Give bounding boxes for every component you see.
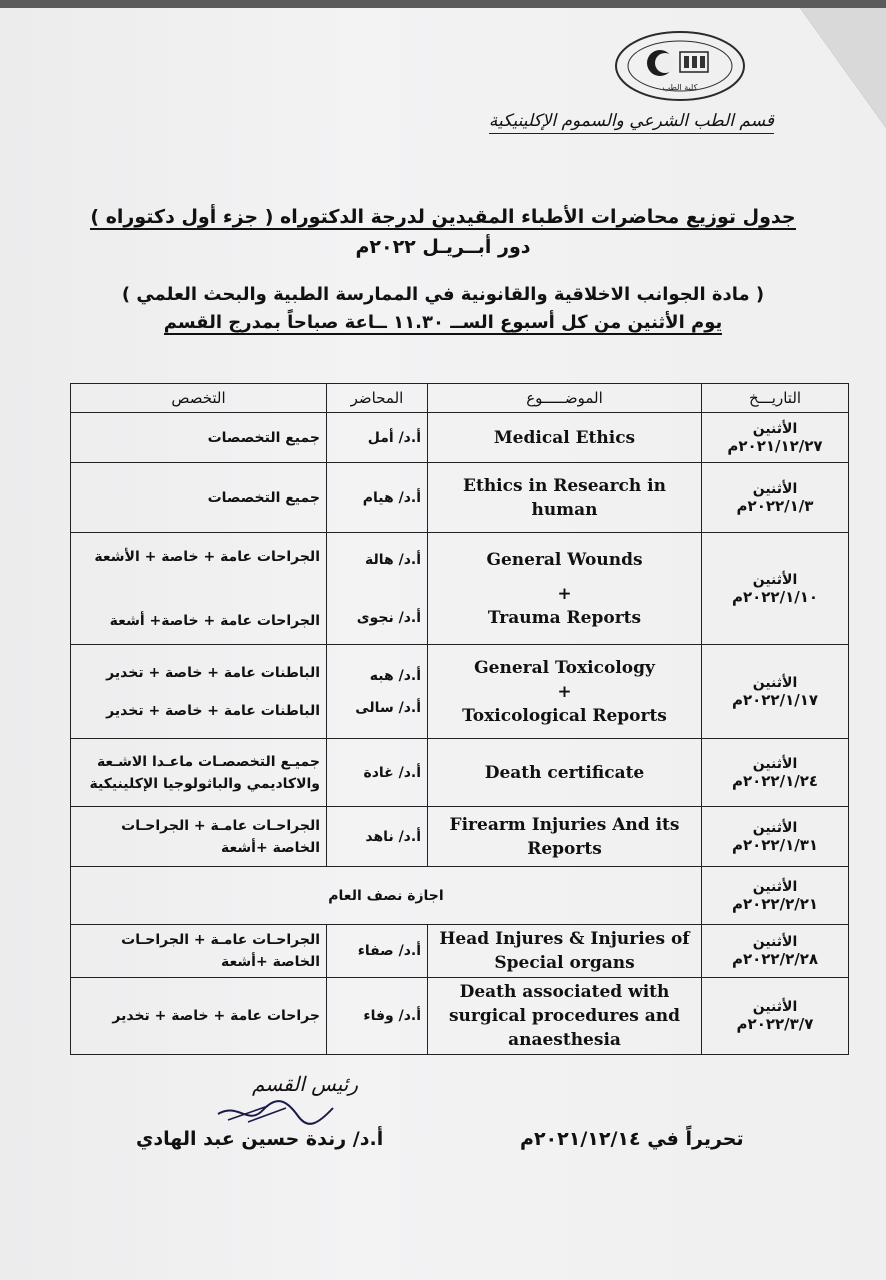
lecture-schedule-table: [70, 383, 849, 1055]
schedule-time: يوم الأثنين من كل أسبوع الســ ١١.٣٠ ــاعة صباحاً بمدرج القسم: [163, 312, 723, 333]
subject-title: ( مادة الجوانب الاخلاقية والقانونية في الممارسة الطبية والبحث العلمي ): [121, 284, 765, 305]
date-cell: الأثنين ٢٠٢٢/١/١٠م: [702, 533, 849, 645]
table-row: [71, 807, 849, 867]
table-row: [71, 533, 849, 645]
table-header-row: [71, 384, 849, 413]
specialty-cell: جميـع التخصصـات ماعـدا الاشـعة والاكاديمي والباثولوجيا الإكلينيكية: [71, 739, 327, 807]
topic-cell: Firearm Injuries And its Reports: [428, 807, 702, 867]
date-cell: الأثنين ٢٠٢٢/١/٣م: [702, 463, 849, 533]
date-cell: الأثنين ٢٠٢٢/٢/٢١م: [702, 867, 849, 925]
holiday-cell: اجازة نصف العام: [71, 867, 702, 925]
table-row: [71, 413, 849, 463]
specialty-cell: جميع التخصصات: [71, 413, 327, 463]
date-cell: الأثنين ٢٠٢١/١٢/٢٧م: [702, 413, 849, 463]
table-row: [71, 978, 849, 1055]
date-cell: الأثنين ٢٠٢٢/١/٢٤م: [702, 739, 849, 807]
topic-cell: General Toxicology + Toxicological Reports: [428, 645, 702, 739]
table-row: [71, 739, 849, 807]
topic-cell: Head Injures & Injuries of Special organs: [428, 925, 702, 978]
table-row: [71, 645, 849, 739]
header-topic: الموضـــــوع: [428, 384, 702, 413]
handwritten-signature: [208, 1098, 338, 1130]
department-name: قسم الطب الشرعي والسموم الإكلينيكية: [489, 111, 774, 134]
topic-cell: Death certificate: [428, 739, 702, 807]
lecturer-cell: أ.د/ هالة أ.د/ نجوى: [327, 533, 428, 645]
table-row: [71, 925, 849, 978]
topic-cell: General Wounds + Trauma Reports: [428, 533, 702, 645]
header-lecturer: المحاضر: [327, 384, 428, 413]
svg-text:كلية الطب: كلية الطب: [662, 83, 698, 92]
date-cell: الأثنين ٢٠٢٢/٣/٧م: [702, 978, 849, 1055]
table-row-holiday: [71, 867, 849, 925]
head-of-department-name: أ.د/ رندة حسين عبد الهادي: [136, 1128, 384, 1150]
specialty-cell: جميع التخصصات: [71, 463, 327, 533]
header-date: التاريـــخ: [702, 384, 849, 413]
topic-cell: Death associated with surgical procedures and anaesthesia: [428, 978, 702, 1055]
schedule-session: دور أبــريـل ٢٠٢٢م: [355, 236, 531, 258]
lecturer-cell: أ.د/ ناهد: [327, 807, 428, 867]
specialty-cell: الجراحـات عامـة + الجراحـات الخاصة +أشعة: [71, 925, 327, 978]
specialty-cell: الجراحـات عامـة + الجراحـات الخاصة +أشعة: [71, 807, 327, 867]
date-cell: الأثنين ٢٠٢٢/١/١٧م: [702, 645, 849, 739]
topic-cell: Medical Ethics: [428, 413, 702, 463]
lecturer-cell: أ.د/ صفاء: [327, 925, 428, 978]
faculty-logo-seal: [614, 30, 746, 102]
lecturer-cell: أ.د/ غادة: [327, 739, 428, 807]
date-cell: الأثنين ٢٠٢٢/٢/٢٨م: [702, 925, 849, 978]
specialty-cell: الجراحات عامة + خاصة + الأشعة الجراحات عامة + خاصة+ أشعة: [71, 533, 327, 645]
table-row: [71, 463, 849, 533]
lecturer-cell: أ.د/ هيام: [327, 463, 428, 533]
header-specialty: التخصص: [71, 384, 327, 413]
lecturer-cell: أ.د/ أمل: [327, 413, 428, 463]
specialty-cell: جراحات عامة + خاصة + تخدير: [71, 978, 327, 1055]
date-cell: الأثنين ٢٠٢٢/١/٣١م: [702, 807, 849, 867]
lecturer-cell: أ.د/ وفاء: [327, 978, 428, 1055]
head-of-department-title: رئيس القسم: [252, 1072, 359, 1096]
lecturer-cell: أ.د/ هبه أ.د/ سالى: [327, 645, 428, 739]
schedule-title: جدول توزيع محاضرات الأطباء المقيدين لدرجة الدكتوراه ( جزء أول دكتوراه ): [90, 206, 796, 228]
written-date: تحريراً في ٢٠٢١/١٢/١٤م: [520, 1128, 744, 1150]
specialty-cell: الباطنات عامة + خاصة + تخدير الباطنات عامة + خاصة + تخدير: [71, 645, 327, 739]
topic-cell: Ethics in Research in human: [428, 463, 702, 533]
